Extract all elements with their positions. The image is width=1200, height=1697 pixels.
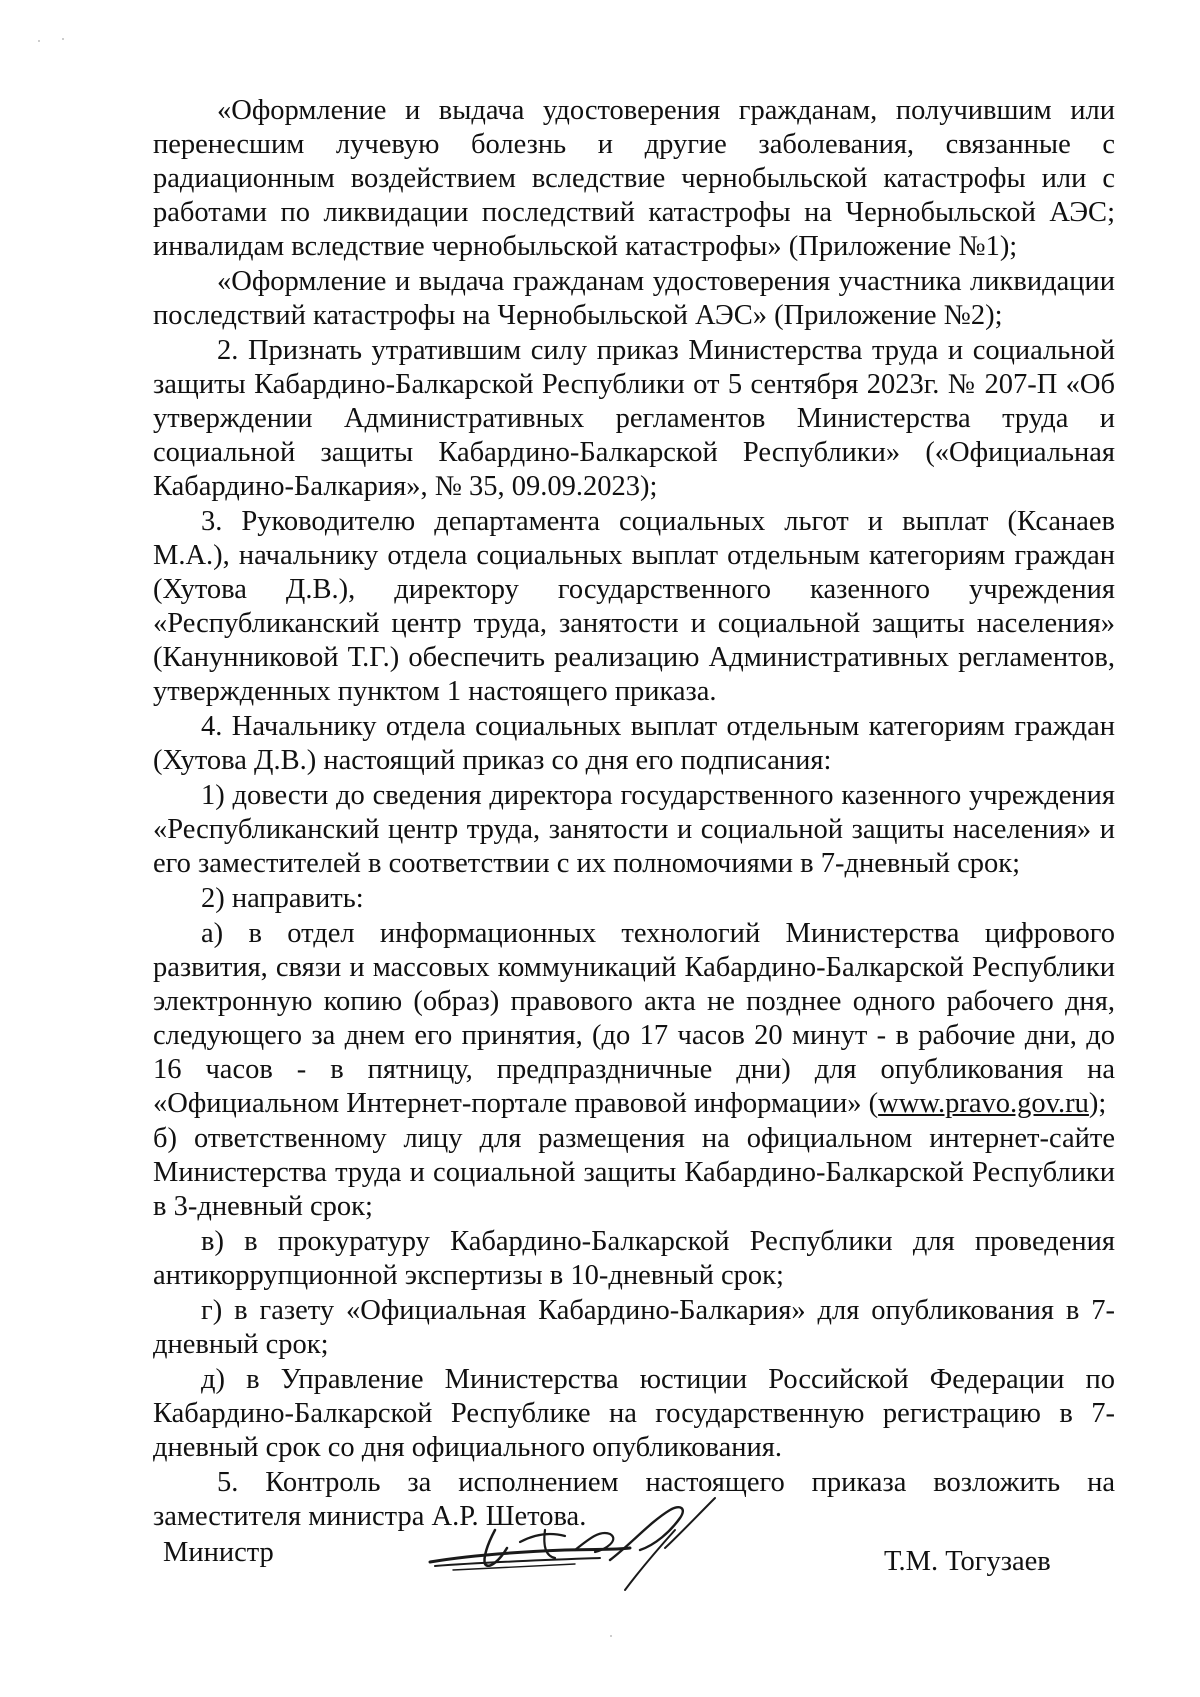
paragraph-item-d: д) в Управление Министерства юстиции Российской Федерации по Кабардино-Балкарской Республике на государственную регистрацию в 7-дневный срок со дня официального опубликования. — [153, 1364, 1115, 1463]
scan-speck — [62, 38, 64, 40]
signatory-title: Министр — [163, 1537, 274, 1568]
paragraph-item-g: г) в газету «Официальная Кабардино-Балкария» для опубликования в 7-дневный срок; — [153, 1295, 1115, 1360]
paragraph-item-3: 3. Руководителю департамента социальных льгот и выплат (Ксанаев М.А.), начальнику отдела социальных выплат отдельным категориям граждан (Хутова Д.В.), директору государственного казенного учреждения «Республиканский центр труда, занятости и социальной защиты населения» (Канунниковой Т.Г.) обеспечить реализацию Административных регламентов, утвержденных пунктом 1 настоящего приказа. — [153, 506, 1115, 707]
paragraph-item-a-tail: ); — [1088, 1088, 1107, 1119]
paragraph-item-2: 2. Признать утратившим силу приказ Министерства труда и социальной защиты Кабардино-Балкарской Республики от 5 сентября 2023г. № 207-П «Об утверждении Административных регламентов Министерства труда и социальной защиты Кабардино-Балкарской Республики» («Официальная Кабардино-Балкария», № 35, 09.09.2023); — [153, 335, 1115, 502]
paragraph-item-v: в) в прокуратуру Кабардино-Балкарской Республики для проведения антикоррупционной экспертизы в 10-дневный срок; — [153, 1226, 1115, 1291]
document-body — [153, 94, 1115, 1535]
signatory-name: Т.М. Тогузаев — [884, 1546, 1051, 1577]
scan-speck — [38, 40, 40, 42]
pravo-gov-link[interactable]: www.pravo.gov.ru — [878, 1088, 1089, 1119]
paragraph-item-4: 4. Начальнику отдела социальных выплат отдельным категориям граждан (Хутова Д.В.) настоящий приказ со дня его подписания: — [153, 711, 1115, 776]
paragraph-item-4-2: 2) направить: — [201, 883, 364, 914]
paragraph-appendix-1: «Оформление и выдача удостоверения гражданам, получившим или перенесшим лучевую болезнь и другие заболевания, связанные с радиационным воздействием вследствие чернобыльской катастрофы или с работами по ликвидации последствий катастрофы на Чернобыльской АЭС; инвалидам вследствие чернобыльской катастрофы» (Приложение №1); — [153, 95, 1115, 262]
paragraph-item-5: 5. Контроль за исполнением настоящего приказа возложить на заместителя министра А.Р. Шетова. — [153, 1467, 1115, 1532]
paragraph-item-4-1: 1) довести до сведения директора государственного казенного учреждения «Республиканский центр труда, занятости и социальной защиты населения» и его заместителей в соответствии с их полномочиями в 7-дневный срок; — [153, 780, 1115, 879]
paragraph-item-a — [153, 917, 1115, 1121]
scan-speck — [610, 1635, 612, 1637]
paragraph-appendix-2: «Оформление и выдача гражданам удостоверения участника ликвидации последствий катастрофы на Чернобыльской АЭС» (Приложение №2); — [153, 266, 1115, 331]
paragraph-item-b: б) ответственному лицу для размещения на официальном интернет-сайте Министерства труда и социальной защиты Кабардино-Балкарской Республики в 3-дневный срок; — [153, 1123, 1115, 1222]
paragraph-item-a-text: а) в отдел информационных технологий Министерства цифрового развития, связи и массовых коммуникаций Кабардино-Балкарской Республики электронную копию (образ) правового акта не позднее одного рабочего дня, следующего за днем его принятия, (до 17 часов 20 минут - в рабочие дни, до 16 часов - в пятницу, предпраздничные дни) для опубликования на «Официальном Интернет-портале правовой информации» ( — [153, 918, 1115, 1119]
handwritten-signature-icon — [425, 1490, 745, 1600]
